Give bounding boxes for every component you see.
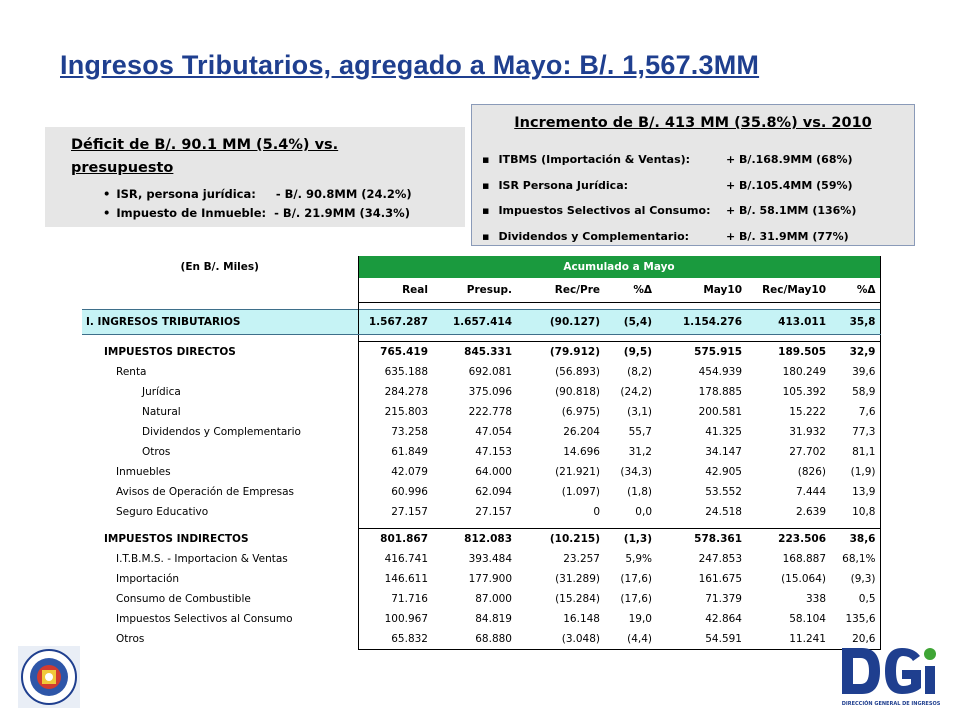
row-label: Otros (142, 446, 171, 458)
row-label: Impuestos Selectivos al Consumo (116, 613, 293, 625)
table-cell: 200.581 (698, 406, 742, 418)
table-cell: 284.278 (358, 382, 432, 402)
incremento-item-isr: ▪ ISR Persona Jurídica: + B/.105.4MM (59%) (482, 173, 912, 199)
incremento-box (471, 104, 915, 246)
incremento-item-selectivos: ▪ Impuestos Selectivos al Consumo: + B/. 58.1MM (136%) (482, 198, 912, 224)
table-row (82, 549, 880, 569)
total-cell: 1.657.414 (432, 310, 516, 335)
table-cell: 692.081 (468, 366, 512, 378)
row-label: IMPUESTOS INDIRECTOS (104, 532, 249, 545)
table-cell: 7,6 (830, 402, 880, 422)
deficit-item-inmueble: • Impuesto de Inmueble: - B/. 21.9MM (34.3%) (103, 204, 412, 223)
deficit-item-isr: • ISR, persona jurídica: - B/. 90.8MM (24.2%) (103, 185, 412, 204)
incremento-list (482, 147, 912, 249)
row-label: Renta (116, 366, 147, 378)
table-cell: 24.518 (705, 506, 742, 518)
col-header-rec-pre: Rec/Pre (516, 278, 604, 303)
table-cell: 26.204 (563, 426, 600, 438)
table-row (82, 629, 880, 650)
table-cell: 20,6 (830, 629, 880, 650)
table-cell: 60.996 (358, 482, 432, 502)
table-cell: 41.325 (705, 426, 742, 438)
table-cell: 42.079 (358, 462, 432, 482)
table-cell: 177.900 (468, 573, 512, 585)
row-label: Avisos de Operación de Empresas (116, 486, 295, 498)
table-cell: 77,3 (830, 422, 880, 442)
table-cell: 393.484 (468, 553, 512, 565)
total-cell: 1.154.276 (656, 310, 746, 335)
table-cell: 27.157 (358, 502, 432, 522)
table-row (82, 402, 880, 422)
table-cell: 5,9% (625, 553, 652, 565)
table-cell: 19,0 (628, 613, 652, 625)
col-header-real: Real (358, 278, 432, 303)
table-cell: 247.853 (698, 553, 742, 565)
row-label: Importación (116, 573, 180, 585)
table-cell: 161.675 (698, 573, 742, 585)
incremento-item-dividendos: ▪ Dividendos y Complementario: + B/. 31.9MM (77%) (482, 224, 912, 250)
table-cell: 15.222 (789, 406, 826, 418)
col-header-presup: Presup. (432, 278, 516, 303)
table-cell: 146.611 (358, 569, 432, 589)
table-cell: (826) (797, 466, 826, 478)
table-cell: (15.064) (781, 573, 826, 585)
row-label: Natural (142, 406, 181, 418)
table-cell: 812.083 (432, 529, 516, 550)
table-cell: 0,5 (830, 589, 880, 609)
table-cell: (24,2) (620, 386, 652, 398)
revenue-table (82, 256, 881, 650)
table-cell: (9,5) (604, 342, 656, 363)
table-cell: 34.147 (705, 446, 742, 458)
group-header: Acumulado a Mayo (358, 256, 880, 278)
table-cell: 65.832 (358, 629, 432, 650)
table-cell: (15.284) (555, 593, 600, 605)
table-cell: 47.153 (475, 446, 512, 458)
table-cell: 58.104 (789, 613, 826, 625)
table-cell: 168.887 (782, 553, 826, 565)
table-cell: (79.912) (516, 342, 604, 363)
table-cell: 53.552 (705, 486, 742, 498)
table-row (82, 442, 880, 462)
table-cell: 13,9 (830, 482, 880, 502)
total-row (82, 310, 880, 335)
table-row (82, 589, 880, 609)
col-header-may10: May10 (656, 278, 746, 303)
table-cell: 84.819 (475, 613, 512, 625)
table-cell: 180.249 (782, 366, 826, 378)
row-label: Seguro Educativo (116, 506, 209, 518)
table-cell: (21.921) (555, 466, 600, 478)
table-cell: (10.215) (516, 529, 604, 550)
table-cell: 68,1% (830, 549, 880, 569)
table-cell: 215.803 (358, 402, 432, 422)
row-label: IMPUESTOS DIRECTOS (104, 345, 236, 358)
table-cell: 32,9 (830, 342, 880, 363)
table-cell: 11.241 (746, 629, 830, 650)
table-cell: 578.361 (656, 529, 746, 550)
deficit-list (103, 185, 412, 223)
unit-label: (En B/. Miles) (180, 261, 259, 273)
table-cell: 71.379 (705, 593, 742, 605)
table-row (82, 462, 880, 482)
table-cell: (4,4) (604, 629, 656, 650)
table-cell: 64.000 (475, 466, 512, 478)
table-row (82, 342, 880, 363)
table-cell: 38,6 (830, 529, 880, 550)
table-cell: 0 (593, 506, 600, 518)
table-cell: 14.696 (563, 446, 600, 458)
table-cell: 68.880 (432, 629, 516, 650)
total-cell: 1.567.287 (358, 310, 432, 335)
dgi-logo (836, 642, 946, 714)
table-cell: 635.188 (358, 362, 432, 382)
table-cell: (9,3) (830, 569, 880, 589)
table-cell: 42.905 (705, 466, 742, 478)
row-label: Jurídica (142, 386, 181, 398)
table-cell: 178.885 (698, 386, 742, 398)
table-cell: (17,6) (620, 573, 652, 585)
row-label: Inmuebles (116, 466, 171, 478)
table-cell: (8,2) (627, 366, 652, 378)
total-cell: (5,4) (604, 310, 656, 335)
row-label: I.T.B.M.S. - Importacion & Ventas (116, 553, 288, 565)
row-label: Otros (116, 633, 145, 646)
table-cell: 845.331 (432, 342, 516, 363)
table-cell: 222.778 (468, 406, 512, 418)
table-cell: 31,2 (628, 446, 652, 458)
table-cell: 27.157 (475, 506, 512, 518)
table-cell: 71.716 (358, 589, 432, 609)
table-cell: 2.639 (795, 506, 826, 518)
table-cell: 135,6 (830, 609, 880, 629)
slide-title: Ingresos Tributarios, agregado a Mayo: B/. 1,567.3MM (60, 50, 760, 80)
table-cell: 39,6 (830, 362, 880, 382)
total-cell: 413.011 (746, 310, 830, 335)
incremento-item-itbms: ▪ ITBMS (Importación & Ventas): + B/.168.9MM (68%) (482, 147, 912, 173)
table-cell: (1,8) (627, 486, 652, 498)
row-label: Consumo de Combustible (116, 593, 251, 605)
table-cell: 55,7 (628, 426, 652, 438)
col-header-pct: %Δ (604, 278, 656, 303)
table-cell: 54.591 (656, 629, 746, 650)
table-cell: (17,6) (620, 593, 652, 605)
table-cell: 16.148 (563, 613, 600, 625)
total-cell: 35,8 (830, 310, 880, 335)
total-label: I. INGRESOS TRIBUTARIOS (82, 310, 358, 335)
table-cell: (1.097) (561, 486, 600, 498)
table-cell: 100.967 (358, 609, 432, 629)
table-cell: (56.893) (555, 366, 600, 378)
total-cell: (90.127) (516, 310, 604, 335)
table-row (82, 502, 880, 522)
table-cell: 87.000 (475, 593, 512, 605)
table-cell: 338 (805, 593, 826, 605)
table-cell: 375.096 (468, 386, 512, 398)
table-cell: 189.505 (746, 342, 830, 363)
table-cell: 7.444 (795, 486, 826, 498)
table-cell: (31.289) (555, 573, 600, 585)
table-cell: 223.506 (746, 529, 830, 550)
table-cell: 801.867 (358, 529, 432, 550)
incremento-heading: Incremento de B/. 413 MM (35.8%) vs. 2010 (514, 115, 872, 131)
col-header-rec-may10: Rec/May10 (746, 278, 830, 303)
table-cell: 416.741 (358, 549, 432, 569)
table-cell: 765.419 (358, 342, 432, 363)
deficit-heading: Déficit de B/. 90.1 MM (5.4%) vs. presupuesto (71, 137, 339, 176)
table-cell: (90.818) (555, 386, 600, 398)
table-cell: (1,9) (830, 462, 880, 482)
table-cell: 47.054 (475, 426, 512, 438)
table-row (82, 382, 880, 402)
table-cell: (1,3) (604, 529, 656, 550)
col-header-pct-2: %Δ (830, 278, 880, 303)
table-row (82, 569, 880, 589)
table-row (82, 609, 880, 629)
table-cell: (34,3) (620, 466, 652, 478)
table-cell: 454.939 (698, 366, 742, 378)
dgi-subtitle: DIRECCIÓN GENERAL DE INGRESOS (841, 701, 941, 707)
table-row (82, 482, 880, 502)
table-row (82, 422, 880, 442)
table-cell: 81,1 (830, 442, 880, 462)
deficit-box (45, 127, 465, 227)
table-cell: 58,9 (830, 382, 880, 402)
table-row (82, 529, 880, 550)
ministry-seal-logo (18, 646, 80, 708)
table-cell: 0,0 (635, 506, 652, 518)
table-cell: 62.094 (475, 486, 512, 498)
table-cell: 42.864 (705, 613, 742, 625)
table-cell: (3.048) (516, 629, 604, 650)
table-cell: 61.849 (358, 442, 432, 462)
table-cell: 73.258 (358, 422, 432, 442)
table-cell: 575.915 (656, 342, 746, 363)
row-label: Dividendos y Complementario (142, 426, 301, 438)
table-cell: 31.932 (789, 426, 826, 438)
table-cell: (3,1) (627, 406, 652, 418)
table-cell: 23.257 (563, 553, 600, 565)
table-cell: 27.702 (789, 446, 826, 458)
table-row (82, 362, 880, 382)
table-cell: (6.975) (561, 406, 600, 418)
table-cell: 105.392 (782, 386, 826, 398)
table-cell: 10,8 (830, 502, 880, 522)
